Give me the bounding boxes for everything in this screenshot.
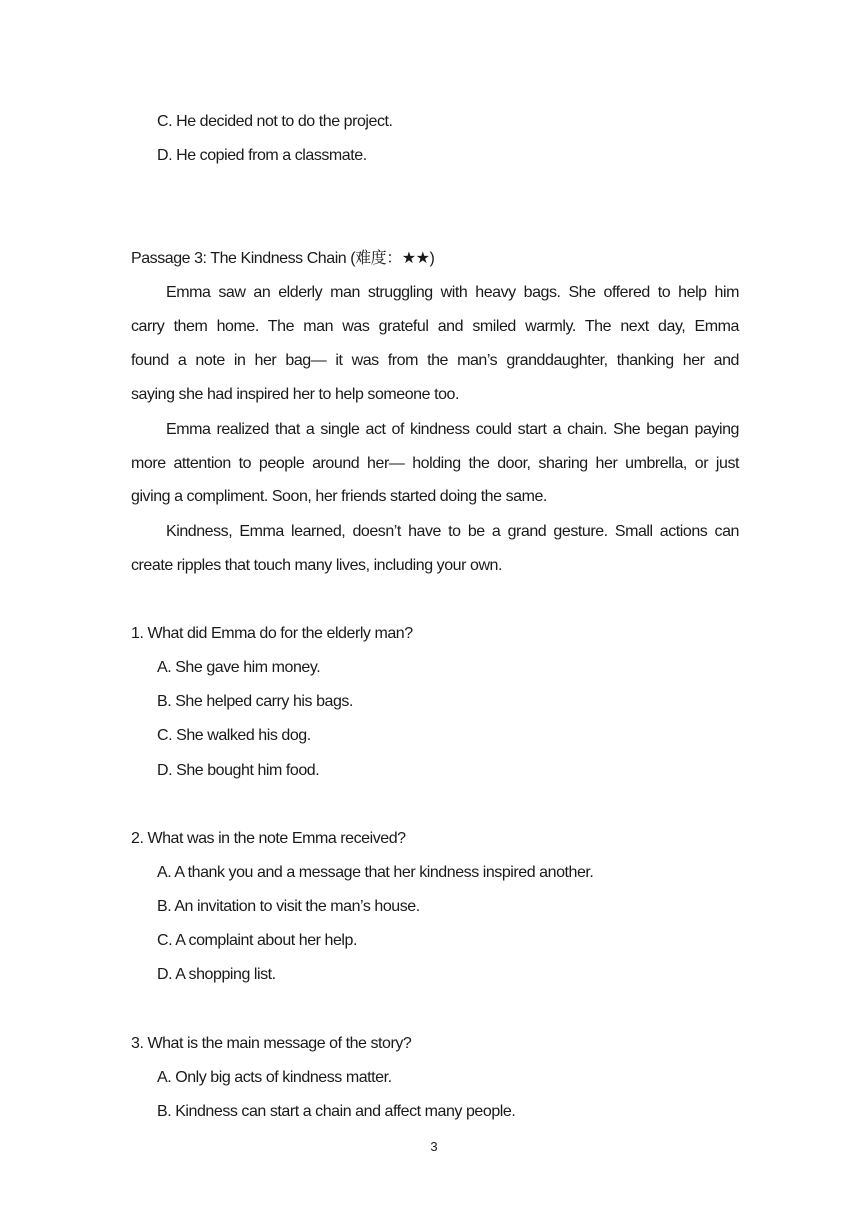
- question-text: 1. What did Emma do for the elderly man?: [131, 625, 413, 642]
- option-text: B. Kindness can start a chain and affect many people.: [157, 1103, 516, 1120]
- option-text: B. An invitation to visit the man’s house.: [157, 898, 420, 915]
- passage-line: more attention to people around her— holding the door, sharing her umbrella, or just: [131, 455, 739, 472]
- passage-line: saying she had inspired her to help someone too.: [131, 386, 459, 403]
- passage-line: giving a compliment. Soon, her friends started doing the same.: [131, 488, 547, 505]
- question-text: 3. What is the main message of the story?: [131, 1035, 412, 1052]
- question-text: 2. What was in the note Emma received?: [131, 830, 406, 847]
- option-text: B. She helped carry his bags.: [157, 693, 353, 710]
- passage-line: Emma realized that a single act of kindness could start a chain. She began paying: [166, 421, 739, 438]
- option-text: A. A thank you and a message that her kindness inspired another.: [157, 864, 594, 881]
- passage-line: Emma saw an elderly man struggling with heavy bags. She offered to help him: [166, 284, 739, 301]
- passage-title: Passage 3: The Kindness Chain (难度：★★): [131, 250, 435, 267]
- passage-line: create ripples that touch many lives, including your own.: [131, 557, 502, 574]
- passage-line: found a note in her bag— it was from the man’s granddaughter, thanking her and: [131, 352, 739, 369]
- page-number: 3: [430, 1139, 438, 1154]
- option-text: C. She walked his dog.: [157, 727, 311, 744]
- option-text: A. She gave him money.: [157, 659, 321, 676]
- passage-line: Kindness, Emma learned, doesn’t have to be a grand gesture. Small actions can: [166, 523, 739, 540]
- option-text: D. He copied from a classmate.: [157, 147, 367, 164]
- option-text: D. She bought him food.: [157, 762, 320, 779]
- option-text: C. A complaint about her help.: [157, 932, 357, 949]
- passage-line: carry them home. The man was grateful and smiled warmly. The next day, Emma: [131, 318, 739, 335]
- option-text: D. A shopping list.: [157, 966, 276, 983]
- option-text: C. He decided not to do the project.: [157, 113, 393, 130]
- option-text: A. Only big acts of kindness matter.: [157, 1069, 392, 1086]
